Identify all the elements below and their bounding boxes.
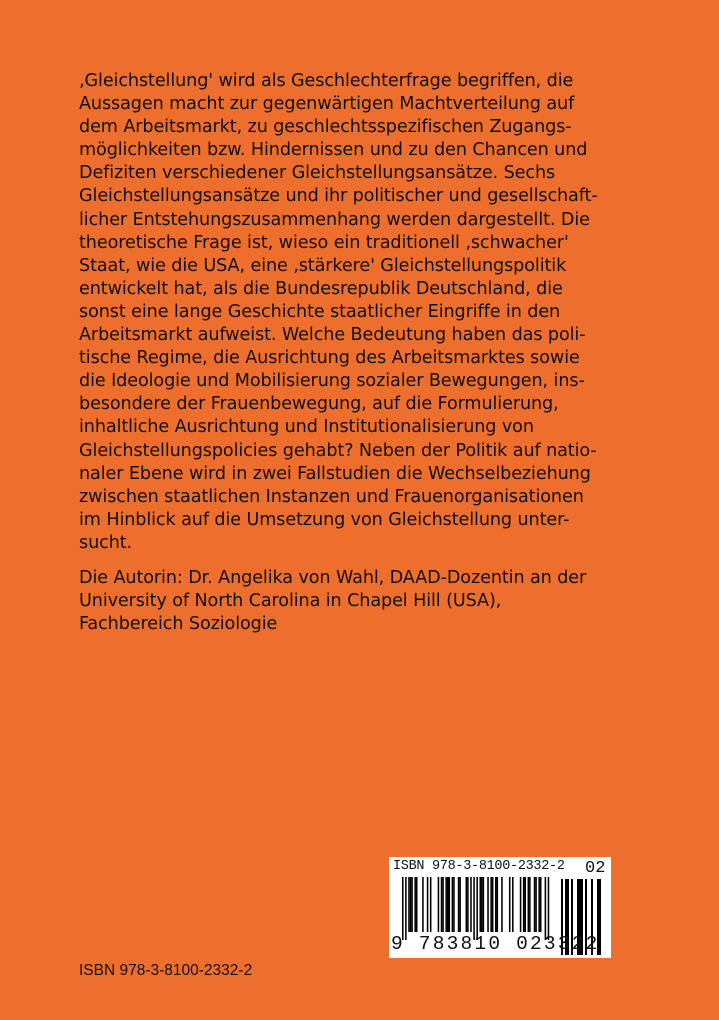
barcode-bar (466, 877, 468, 932)
barcode-bar (470, 877, 472, 932)
barcode-bar (402, 877, 404, 940)
barcode-bar (422, 877, 424, 932)
barcode-bar (538, 877, 540, 932)
barcode-bar (408, 877, 410, 932)
barcode-bar (535, 877, 537, 932)
barcode-bar (534, 877, 536, 932)
barcode-bar (459, 877, 461, 932)
barcode-bar (529, 877, 531, 932)
blurb-line: dem Arbeitsmarkt, zu geschlechtsspezifischen Zugangs- (79, 117, 572, 138)
barcode-bar (445, 877, 447, 932)
blurb-line: ‚Gleichstellung' wird als Geschlechterfrage begriffen, die (79, 71, 574, 91)
barcode-bar (495, 877, 497, 932)
barcode-bar (480, 877, 482, 932)
barcode-bar (540, 877, 542, 932)
barcode-bar (458, 877, 460, 932)
barcode-bar (427, 877, 429, 932)
barcode-bar (523, 877, 525, 932)
author-line: Fachbereich Soziologie (79, 614, 278, 635)
blurb-line: möglichkeiten bzw. Hindernissen und zu den Chancen und (79, 140, 588, 161)
blurb-line: naler Ebene wird in zwei Fallstudien die Wechselbeziehung (79, 463, 591, 484)
blurb-line: Defiziten verschiedener Gleichstellungsansätze. Sechs (79, 163, 556, 184)
barcode-bar (528, 877, 530, 932)
blurb-line: entwickelt hat, als die Bundesrepublik Deutschland, die (79, 278, 563, 299)
barcode-bar (405, 877, 407, 940)
barcode-bar (442, 877, 444, 932)
barcode-bar (492, 877, 494, 932)
barcode-bar (483, 877, 485, 932)
isbn-barcode (389, 857, 611, 958)
barcode-bar (452, 877, 454, 932)
blurb-line: Gleichstellungspolicies gehabt? Neben der Politik auf natio- (79, 440, 597, 461)
blurb-line: inhaltliche Ausrichtung und Institutionalisierung von (79, 417, 534, 438)
blurb-line: Gleichstellungsansätze und ihr politischer und gesellschaft- (79, 186, 598, 207)
barcode-bar (476, 877, 478, 940)
author-note (79, 567, 679, 636)
barcode-bar (524, 877, 526, 932)
barcode-bar (416, 877, 418, 932)
barcode-bar (411, 877, 413, 932)
barcode-bar (545, 877, 547, 940)
barcode-bar (548, 877, 550, 940)
blurb-line: tische Regime, die Ausrichtung des Arbeitsmarktes sowie (79, 348, 580, 369)
author-line: Die Autorin: Dr. Angelika von Wahl, DAAD-Dozentin an der (79, 568, 587, 588)
barcode-isbn-label: ISBN 978-3-8100-2332-2 (393, 859, 565, 874)
barcode-bar (487, 877, 489, 932)
barcode-bar (520, 877, 522, 932)
isbn-footer: ISBN 978-3-8100-2332-2 (79, 962, 253, 979)
barcode-bar (473, 877, 475, 940)
blurb-line: Arbeitsmarkt aufweist. Welche Bedeutung haben das poli- (79, 325, 586, 346)
barcode-bar (410, 877, 412, 932)
blurb-line: Staat, wie die USA, eine ‚stärkere' Gleichstellungspolitik (79, 255, 567, 276)
barcode-bar (481, 877, 483, 932)
barcode-bar (449, 877, 451, 932)
back-cover-blurb (79, 70, 679, 555)
blurb-line: Aussagen macht zur gegenwärtigen Machtverteilung auf (79, 94, 575, 115)
barcode-bar (490, 877, 492, 932)
blurb-line: besondere der Frauenbewegung, auf die Formulierung, (79, 394, 559, 415)
barcode-bar (453, 877, 455, 932)
barcode-bar (430, 877, 432, 932)
barcode-bar (501, 877, 503, 932)
blurb-line: sucht. (79, 532, 133, 553)
barcode-digits: 9 783810 023322 (391, 933, 600, 955)
blurb-line: sonst eine lange Geschichte staatlicher Eingriffe in den (79, 301, 561, 322)
barcode-bar (497, 877, 499, 932)
barcode-bar (438, 877, 440, 932)
blurb-line: zwischen staatlichen Instanzen und Frauenorganisationen (79, 486, 584, 507)
blurb-line: die Ideologie und Mobilisierung sozialer Bewegungen, ins- (79, 371, 585, 392)
author-line: University of North Carolina in Chapel Hill (USA), (79, 591, 502, 612)
barcode-bar (414, 877, 416, 932)
blurb-line: theoretische Frage ist, wieso ein traditionell ‚schwacher' (79, 232, 569, 253)
barcode-addon-number: 02 (585, 859, 606, 878)
barcode-bar (467, 877, 469, 932)
barcode-bar (447, 877, 449, 932)
barcode-bar (509, 877, 511, 932)
blurb-line: im Hinblick auf die Umsetzung von Gleichstellung unter- (79, 509, 570, 530)
barcode-bar (512, 877, 514, 932)
blurb-line: licher Entstehungszusammenhang werden dargestellt. Die (79, 209, 590, 230)
barcode-bar (441, 877, 443, 932)
